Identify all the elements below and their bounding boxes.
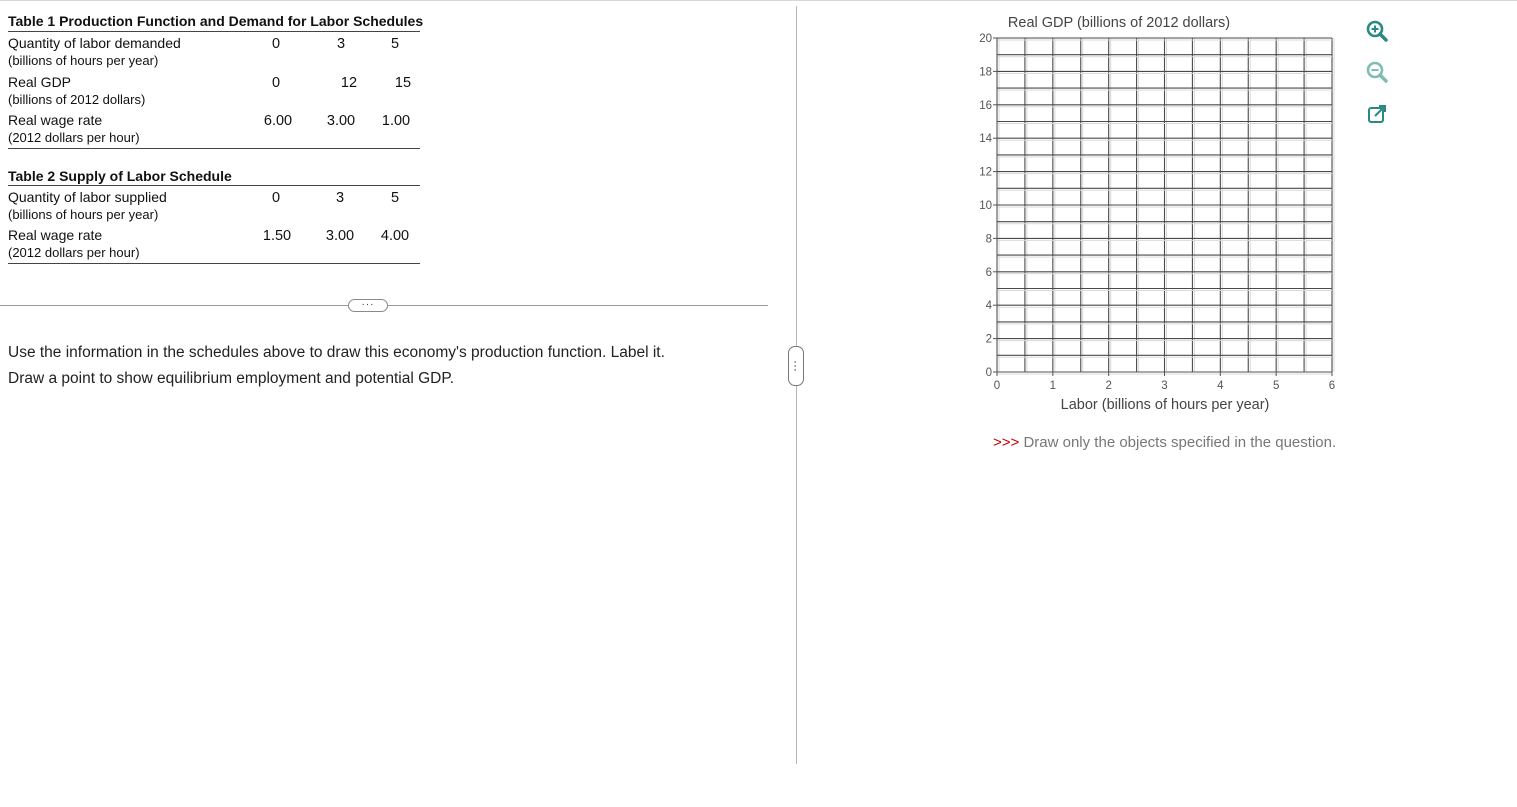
y-tick-label: 0 [985, 367, 992, 379]
y-tick-label: 8 [985, 233, 992, 246]
table-row [8, 189, 420, 225]
table2-bottom-rule [8, 263, 420, 264]
table2-title: Table 2 Supply of Labor Schedule [8, 168, 232, 184]
row-label: Real GDP [8, 74, 72, 90]
grid [997, 38, 1334, 374]
y-tick-label: 14 [979, 133, 992, 146]
row-sublabel: (billions of hours per year) [8, 207, 159, 222]
expand-more-button[interactable]: ··· [348, 299, 388, 312]
cell-value: 1.00 [381, 113, 411, 129]
row-sublabel: (billions of hours per year) [8, 53, 159, 68]
cell-value: 0 [271, 75, 281, 91]
x-tick-label: 2 [1105, 380, 1112, 392]
cell-value: 5 [390, 36, 400, 52]
y-tick-label: 4 [985, 300, 992, 313]
table1-top-rule [8, 31, 420, 32]
splitter-handle[interactable] [788, 346, 804, 386]
zoom-out-button[interactable] [1363, 58, 1391, 86]
graph-canvas[interactable] [960, 0, 1360, 420]
row-label: Real wage rate [8, 227, 103, 243]
y-tick-label: 6 [985, 266, 992, 279]
y-tick-label: 12 [979, 166, 992, 179]
y-tick-label: 18 [979, 66, 992, 79]
cell-value: 3 [335, 190, 345, 206]
splitter-handle-dots: ··· [789, 360, 803, 372]
table-row [8, 227, 420, 263]
zoom-in-button[interactable] [1363, 17, 1391, 45]
instruction-line: Draw a point to show equilibrium employment and potential GDP. [8, 370, 455, 387]
table-row [8, 35, 420, 71]
cell-value: 12 [340, 75, 358, 91]
popout-icon [1365, 102, 1389, 126]
cell-value: 3.00 [326, 113, 356, 129]
popout-button[interactable] [1363, 100, 1391, 128]
x-tick-label: 4 [1217, 380, 1224, 392]
cell-value: 5 [390, 190, 400, 206]
y-tick-label: 20 [979, 33, 992, 45]
cell-value: 4.00 [380, 228, 410, 244]
row-label: Quantity of labor demanded [8, 35, 181, 51]
cell-value: 3 [336, 36, 346, 52]
x-axis-title: Labor (billions of hours per year) [1060, 397, 1270, 413]
y-axis-title: Real GDP (billions of 2012 dollars) [1007, 15, 1231, 31]
x-tick-label: 5 [1272, 380, 1280, 392]
x-tick-label: 1 [1049, 380, 1057, 392]
x-tick-label: 6 [1328, 380, 1336, 392]
y-tick-label: 16 [979, 99, 992, 112]
cell-value: 0 [271, 36, 281, 52]
table-production-demand [8, 13, 458, 153]
table1-bottom-rule [8, 148, 420, 149]
zoom-out-icon [1365, 60, 1389, 84]
instruction-line: Use the information in the schedules above to draw this economy's production function. Label it. [8, 344, 665, 361]
drawing-note [993, 434, 1336, 451]
row-sublabel: (2012 dollars per hour) [8, 130, 140, 145]
y-tick-label: 2 [985, 333, 992, 346]
y-tick-label: 10 [979, 200, 992, 212]
cell-value: 3.00 [325, 228, 355, 244]
note-text: Draw only the objects specified in the question. [1023, 434, 1337, 451]
table-row [8, 112, 420, 148]
row-sublabel: (2012 dollars per hour) [8, 245, 140, 260]
cell-value: 1.50 [262, 228, 292, 244]
row-label: Real wage rate [8, 112, 103, 128]
row-sublabel: (billions of 2012 dollars) [8, 92, 146, 107]
table-labor-supply [8, 168, 428, 268]
row-label: Quantity of labor supplied [8, 189, 167, 205]
table2-top-rule [8, 185, 420, 186]
cell-value: 6.00 [263, 113, 293, 129]
note-arrows: >>> [993, 434, 1020, 451]
x-tick-label: 3 [1161, 380, 1168, 392]
x-tick-label: 0 [993, 380, 1001, 392]
cell-value: 0 [271, 190, 281, 206]
zoom-in-icon [1365, 19, 1389, 43]
table1-title: Table 1 Production Function and Demand for Labor Schedules [8, 13, 424, 29]
cell-value: 15 [394, 75, 412, 91]
table-row [8, 74, 420, 110]
